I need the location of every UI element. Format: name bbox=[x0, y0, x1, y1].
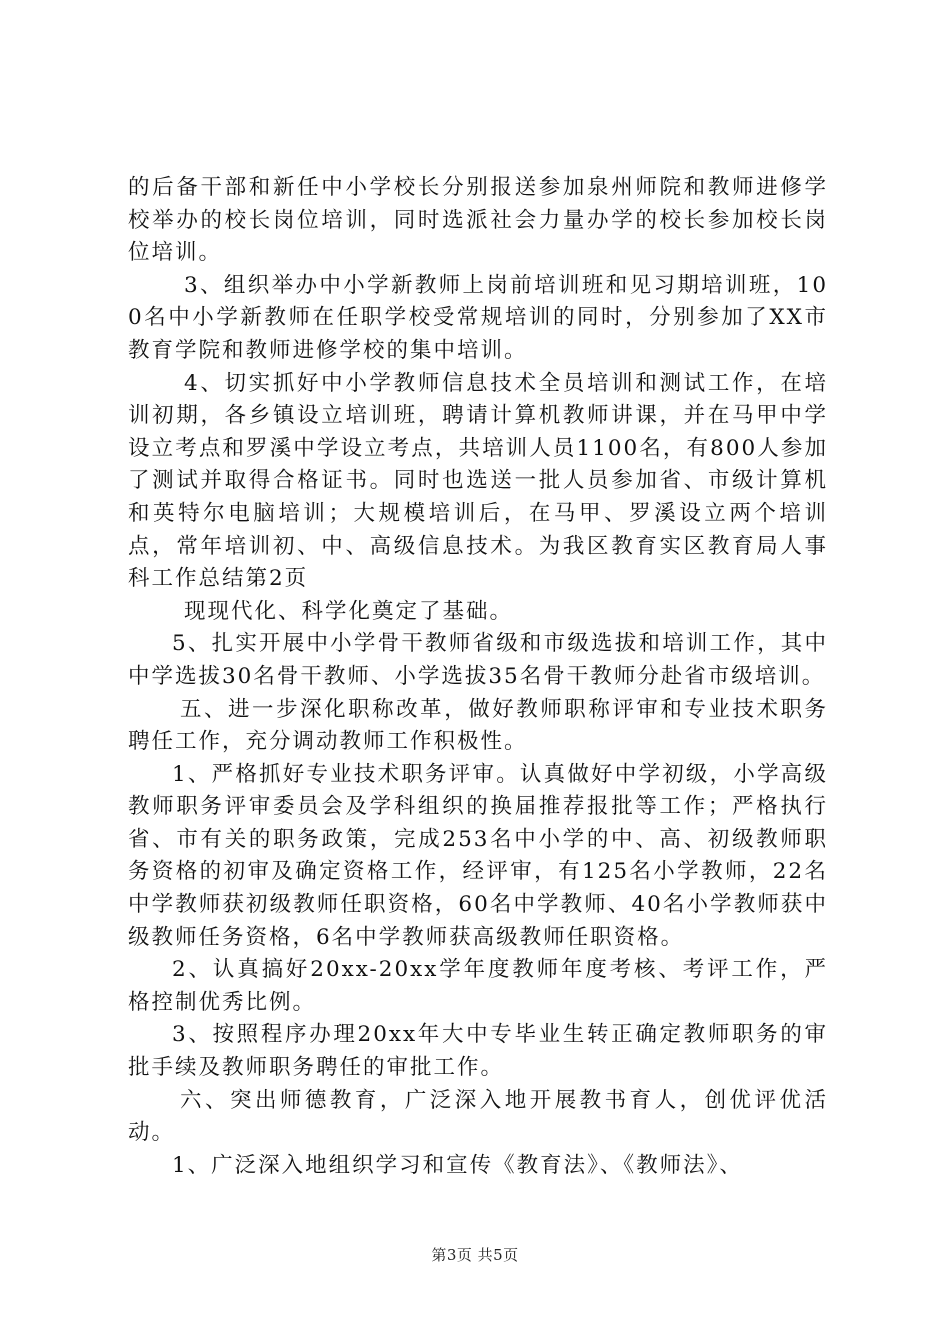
paragraph-item-1-title-review: 1、严格抓好专业技术职务评审。认真做好中学初级，小学高级教师职务评审委员会及学科组织的换届推荐报批等工作；严格执行省、市有关的职务政策，完成253名中小学的中、高、初级教师职务资格的初审及确定资格工作，经评审，有125名小学教师，22名中学教师获初级教师任职资格，60名中学教师、40名小学教师获中级教师任务资格，6名中学教师获高级教师任职资格。 bbox=[128, 761, 828, 950]
paragraph-item-1-law-study: 1、广泛深入地组织学习和宣传《教育法》、《教师法》、 bbox=[172, 1152, 743, 1178]
paragraph-item-4-it-training: 4、切实抓好中小学教师信息技术全员培训和测试工作，在培训初期，各乡镇设立培训班，聘请计算机教师讲课，并在马甲中学设立考点和罗溪中学设立考点，共培训人员1100名，有800人参加了测试并取得合格证书。同时也选送一批人员参加省、市级计算机和英特尔电脑培训；大规模培训后，在马甲、罗溪设立两个培训点，常年培训初、中、高级信息技术。为我区教育实区教育局人事科工作总结第2页 bbox=[128, 370, 828, 592]
paragraph-modernization: 现现代化、科学化奠定了基础。 bbox=[184, 598, 514, 624]
paragraph-item-2-assessment: 2、认真搞好20xx-20xx学年度教师年度考核、考评工作，严格控制优秀比例。 bbox=[128, 957, 828, 1015]
section-heading-5: 五、进一步深化职称改革，做好教师职称评审和专业技术职务聘任工作，充分调动教师工作积极性。 bbox=[128, 696, 828, 755]
section-heading-6: 六、突出师德教育，广泛深入地开展教书育人，创优评优活动。 bbox=[128, 1087, 828, 1146]
paragraph-item-3-new-teachers: 3、组织举办中小学新教师上岗前培训班和见习期培训班，100名中小学新教师在任职学校受常规培训的同时，分别参加了XX市教育学院和教师进修学校的集中培训。 bbox=[128, 272, 828, 363]
paragraph-continued-training: 的后备干部和新任中小学校长分别报送参加泉州师院和教师进修学校举办的校长岗位培训，同时选派社会力量办学的校长参加校长岗位培训。 bbox=[128, 175, 828, 266]
page-footer: 第3页 共5页 bbox=[431, 1246, 519, 1264]
paragraph-item-5-backbone-teachers: 5、扎实开展中小学骨干教师省级和市级选拔和培训工作，其中中学选拔30名骨干教师、小学选拔35名骨干教师分赴省市级培训。 bbox=[128, 631, 828, 689]
document-body bbox=[128, 172, 828, 1182]
paragraph-item-3-graduates: 3、按照程序办理20xx年大中专毕业生转正确定教师职务的审批手续及教师职务聘任的审批工作。 bbox=[128, 1022, 828, 1081]
